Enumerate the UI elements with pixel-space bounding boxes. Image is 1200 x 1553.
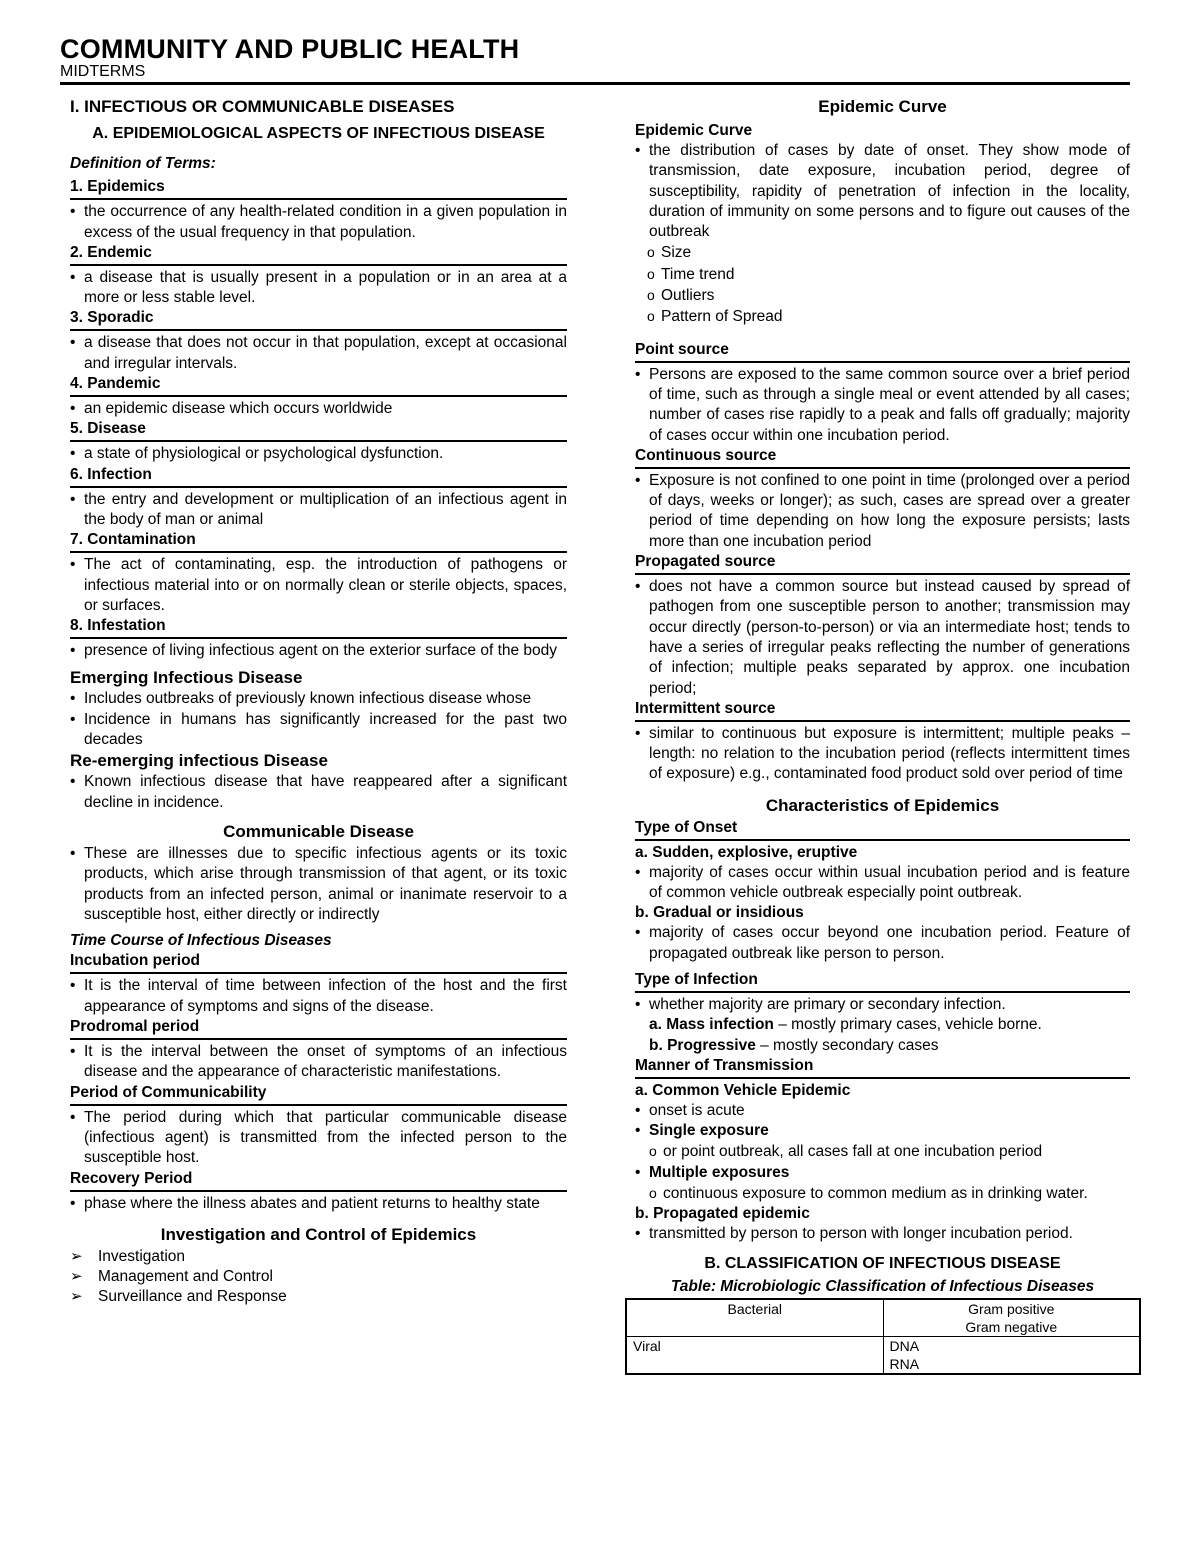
period-label: Period of Communicability <box>70 1083 567 1106</box>
bullet-icon: • <box>635 471 641 489</box>
reemerging-bullet: • Known infectious disease that have reappeared after a significant decline in incidence. <box>70 773 567 811</box>
emerging-heading: Emerging Infectious Disease <box>70 668 303 688</box>
definition-heading: Definition of Terms: <box>70 155 216 172</box>
communicable-heading: Communicable Disease <box>223 821 414 841</box>
term-definition: • an epidemic disease which occurs worldwide <box>70 399 567 419</box>
term-label: 6. Infection <box>70 465 567 488</box>
right-column <box>635 96 1130 1375</box>
period-definition: • The period during which that particular communicable disease (infectious agent) is transmitted from the infected person to the susceptible host. <box>70 1108 567 1167</box>
bullet-icon: • <box>635 1122 641 1140</box>
source-definition: • similar to continuous but exposure is intermittent; multiple peaks – length: no relation to the incubation period (reflects intermittent times of exposure) e.g., contaminated food product sold over period of time <box>635 724 1130 783</box>
table-cell: Bacterial <box>626 1299 883 1337</box>
table-caption: Table: Microbiologic Classification of Infectious Diseases <box>670 1277 1095 1295</box>
bullet-icon: • <box>70 490 76 508</box>
propagated-epidemic-text: • transmitted by person to person with longer incubation period. <box>635 1224 1130 1244</box>
period-label: Prodromal period <box>70 1017 567 1040</box>
period-definition: • phase where the illness abates and patient returns to healthy state <box>70 1194 567 1214</box>
curve-sub-item: o Pattern of Spread <box>647 308 783 326</box>
term-label: 5. Disease <box>70 419 567 442</box>
emerging-bullet: • Incidence in humans has significantly increased for the past two decades <box>70 710 567 749</box>
table-cell: DNA RNA <box>883 1336 1140 1374</box>
bullet-icon: • <box>70 400 76 418</box>
bullet-icon: • <box>70 334 76 352</box>
transmission-label: Manner of Transmission <box>635 1056 1130 1079</box>
term-block <box>70 308 567 374</box>
source-definition: • does not have a common source but instead caused by spread of pathogen from one susceptible person to another; transmission may occur directly (person-to-person) or via an intermediate host; tends to have a series of irregular peaks reflecting the number of generations of infection; multiple peaks separated by approx. one incubation period; <box>635 578 1130 697</box>
term-label: 7. Contamination <box>70 530 567 553</box>
circle-bullet-icon: o <box>649 1184 657 1201</box>
investigation-item: ➢ Surveillance and Response <box>70 1287 567 1307</box>
bullet-icon: • <box>70 268 76 286</box>
term-definition: • the entry and development or multiplication of an infectious agent in the body of man or animal <box>70 490 567 528</box>
bullet-icon: • <box>70 1108 76 1126</box>
table-row <box>626 1336 1140 1374</box>
bullet-icon: • <box>70 977 76 995</box>
document-title: COMMUNITY AND PUBLIC HEALTH <box>60 34 520 64</box>
curve-sub-item: o Size <box>647 244 692 262</box>
circle-bullet-icon: o <box>647 308 655 325</box>
investigation-heading: Investigation and Control of Epidemics <box>160 1224 477 1244</box>
mass-infection-line: a. Mass infection – mostly primary cases, vehicle borne. <box>649 1016 1042 1034</box>
term-block <box>70 616 567 661</box>
circle-bullet-icon: o <box>647 244 655 261</box>
bullet-icon: • <box>70 556 76 574</box>
document-subtitle: MIDTERMS <box>60 63 146 80</box>
bullet-icon: • <box>635 863 641 881</box>
arrow-bullet-icon: ➢ <box>70 1268 83 1286</box>
characteristics-heading: Characteristics of Epidemics <box>765 795 1000 815</box>
table-cell: Viral <box>626 1336 883 1374</box>
reemerging-heading: Re-emerging infectious Disease <box>70 751 328 771</box>
header-rule <box>60 82 1130 85</box>
onset-label: Type of Onset <box>635 818 1130 841</box>
term-definition: • a state of physiological or psychological dysfunction. <box>70 444 567 464</box>
epidemic-curve-heading: Epidemic Curve <box>818 97 947 116</box>
source-label: Point source <box>635 340 1130 363</box>
bullet-icon: • <box>635 1101 641 1119</box>
bullet-icon: • <box>635 924 641 942</box>
bullet-icon: • <box>70 203 76 221</box>
bullet-icon: • <box>70 1194 76 1212</box>
propagated-epidemic-label: b. Propagated epidemic <box>635 1205 810 1223</box>
term-label: 4. Pandemic <box>70 374 567 397</box>
table-row <box>626 1299 1140 1337</box>
bullet-icon: • <box>70 1043 76 1061</box>
period-label: Recovery Period <box>70 1169 567 1192</box>
term-definition: • a disease that does not occur in that population, except at occasional and irregular intervals. <box>70 334 567 372</box>
arrow-bullet-icon: ➢ <box>70 1288 83 1306</box>
circle-bullet-icon: o <box>647 265 655 282</box>
bullet-icon: • <box>70 445 76 463</box>
term-label: 3. Sporadic <box>70 308 567 331</box>
term-definition: • a disease that is usually present in a population or in an area at a more or less stable level. <box>70 268 567 307</box>
communicable-bullet: • These are illnesses due to specific infectious agents or its toxic products, which arise through transmission of that agent, or its toxic products from an infected person, animal or inanimate reservoir to a susceptible host, either directly or indirectly <box>70 844 567 923</box>
investigation-item: ➢ Investigation <box>70 1247 567 1267</box>
term-label: 2. Endemic <box>70 243 567 266</box>
circle-bullet-icon: o <box>647 287 655 304</box>
bullet-icon: • <box>70 690 76 708</box>
onset-a-text: • majority of cases occur within usual incubation period and is feature of common vehicle outbreak especially point outbreak. <box>635 863 1130 902</box>
bullet-icon: • <box>635 578 641 596</box>
acute-onset-bullet: • onset is acute <box>635 1101 1130 1121</box>
infection-type-text: • whether majority are primary or secondary infection. <box>635 995 1130 1015</box>
classification-table <box>625 1298 1141 1375</box>
period-label: Incubation period <box>70 951 567 974</box>
common-vehicle-label: a. Common Vehicle Epidemic <box>635 1081 851 1099</box>
bullet-icon: • <box>635 142 641 159</box>
term-definition: • The act of contaminating, esp. the introduction of pathogens or infectious material into or on normally clean or sterile objects, spaces, or surfaces. <box>70 556 567 614</box>
infection-type-label: Type of Infection <box>635 970 1130 993</box>
multiple-exposure-bullet: • Multiple exposures <box>635 1163 1130 1183</box>
curve-sub-item: o Time trend <box>647 265 735 283</box>
single-exposure-bullet: • Single exposure <box>635 1121 1130 1141</box>
multiple-exposure-sub: o continuous exposure to common medium as in drinking water. <box>649 1184 1088 1202</box>
term-block <box>70 374 567 419</box>
circle-bullet-icon: o <box>649 1143 657 1160</box>
term-block <box>70 530 567 616</box>
time-course-heading: Time Course of Infectious Diseases <box>70 932 332 950</box>
curve-sub-item: o Outliers <box>647 287 715 305</box>
bullet-icon: • <box>635 995 641 1013</box>
bullet-icon: • <box>635 365 641 383</box>
section-title: I. INFECTIOUS OR COMMUNICABLE DISEASES <box>70 97 455 116</box>
term-label: 1. Epidemics <box>70 177 567 200</box>
table-cell: Gram positive Gram negative <box>883 1299 1140 1337</box>
bullet-icon: • <box>635 724 641 742</box>
bullet-icon: • <box>70 642 76 660</box>
term-block <box>70 243 567 309</box>
bullet-icon: • <box>70 773 76 791</box>
source-label: Propagated source <box>635 552 1130 575</box>
epidemic-curve-definition: • the distribution of cases by date of onset. They show mode of transmission, date exposure, incubation period, degree of susceptibility, rapidity of penetration of infection in the locality, duration of immunity on some persons and to figure out causes of the outbreak <box>635 142 1130 241</box>
bullet-icon: • <box>70 710 76 728</box>
term-label: 8. Infestation <box>70 616 567 639</box>
period-definition: • It is the interval between the onset of symptoms of an infectious disease and the appearance of characteristic manifestations. <box>70 1043 567 1081</box>
classification-heading: B. CLASSIFICATION OF INFECTIOUS DISEASE <box>704 1254 1061 1272</box>
period-definition: • It is the interval of time between infection of the host and the first appearance of symptoms and signs of the disease. <box>70 977 567 1015</box>
onset-b-text: • majority of cases occur beyond one incubation period. Feature of propagated outbreak like person to person. <box>635 924 1130 962</box>
source-definition: • Exposure is not confined to one point in time (prolonged over a period of days, weeks or longer); as such, cases are spread over a greater period of time depending on how long the exposure persists; lasts more than one incubation period <box>635 471 1130 550</box>
source-label: Intermittent source <box>635 699 1130 722</box>
source-definition: • Persons are exposed to the same common source over a brief period of time, such as through a single meal or event attended by all cases; number of cases rise rapidly to a peak and falls off gradually; majority of cases occur within one incubation period. <box>635 365 1130 444</box>
bullet-icon: • <box>635 1225 641 1243</box>
bullet-icon: • <box>70 844 76 862</box>
term-definition: • presence of living infectious agent on the exterior surface of the body <box>70 641 567 661</box>
onset-a-label: a. Sudden, explosive, eruptive <box>635 843 858 861</box>
subsection-title: A. EPIDEMIOLOGICAL ASPECTS OF INFECTIOUS DISEASE <box>92 125 545 142</box>
single-exposure-sub: o or point outbreak, all cases fall at one incubation period <box>649 1143 1043 1161</box>
term-block <box>70 465 567 531</box>
progressive-line: b. Progressive – mostly secondary cases <box>649 1036 939 1054</box>
onset-b-label: b. Gradual or insidious <box>635 904 804 922</box>
term-block <box>70 419 567 464</box>
term-block <box>70 177 567 243</box>
bullet-icon: • <box>635 1163 641 1181</box>
emerging-bullet: • Includes outbreaks of previously known infectious disease whose <box>70 689 567 709</box>
investigation-item: ➢ Management and Control <box>70 1267 567 1287</box>
left-column <box>70 96 567 1308</box>
source-label: Continuous source <box>635 446 1130 469</box>
arrow-bullet-icon: ➢ <box>70 1247 83 1265</box>
epidemic-curve-label: Epidemic Curve <box>635 122 753 139</box>
term-definition: • the occurrence of any health-related condition in a given population in excess of the usual frequency in that population. <box>70 203 567 241</box>
